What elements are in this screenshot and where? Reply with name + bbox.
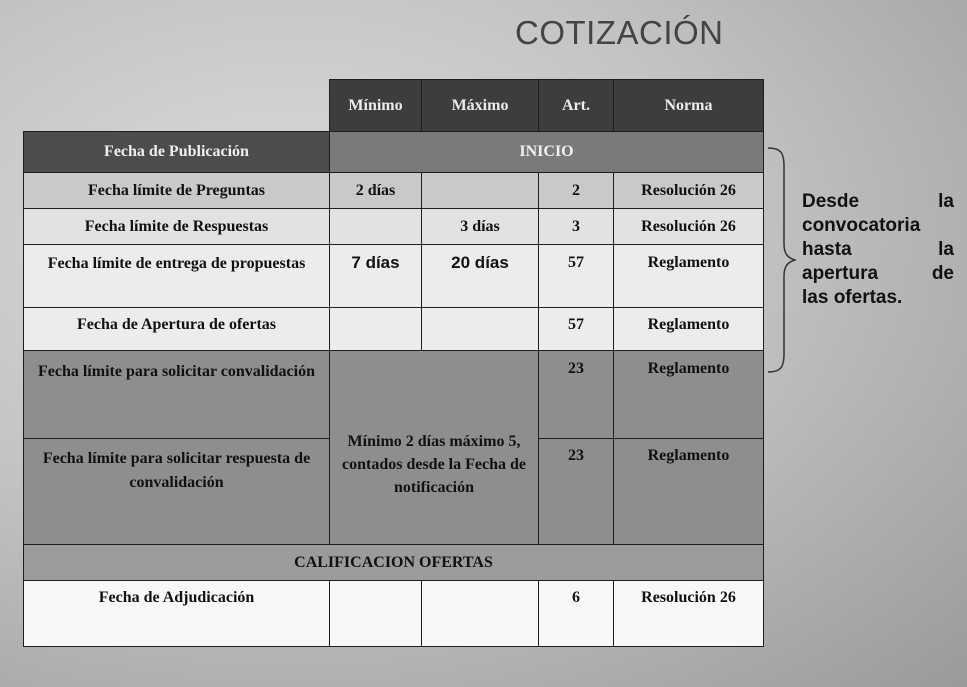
- side-note-line-3: hasta la: [802, 239, 954, 260]
- row-max-adjudicacion: [422, 581, 539, 647]
- row-label-respuestas: Fecha límite de Respuestas: [24, 209, 330, 245]
- row-norma-convalidacion: Reglamento: [614, 351, 764, 439]
- row-min-respuestas: [330, 209, 422, 245]
- row-art-respuesta-convalidacion: 23: [539, 439, 614, 545]
- publicacion-value: INICIO: [330, 132, 764, 173]
- publicacion-label: Fecha de Publicación: [24, 132, 330, 173]
- row-art-respuestas: 3: [539, 209, 614, 245]
- row-art-convalidacion: 23: [539, 351, 614, 439]
- row-label-adjudicacion: Fecha de Adjudicación: [24, 581, 330, 647]
- merged-plazo-note: Mínimo 2 días máximo 5, contados desde la Fecha de notificación: [330, 351, 539, 545]
- row-label-entrega: Fecha límite de entrega de propuestas: [24, 245, 330, 308]
- section-calificacion: CALIFICACION OFERTAS: [24, 545, 764, 581]
- side-note-line-1: Desde la: [802, 191, 954, 212]
- row-max-preguntas: [422, 173, 539, 209]
- row-max-respuestas: 3 días: [422, 209, 539, 245]
- row-art-adjudicacion: 6: [539, 581, 614, 647]
- row-art-entrega: 57: [539, 245, 614, 308]
- row-max-apertura: [422, 308, 539, 351]
- row-label-apertura: Fecha de Apertura de ofertas: [24, 308, 330, 351]
- page-title: COTIZACIÓN: [515, 14, 724, 51]
- row-art-apertura: 57: [539, 308, 614, 351]
- row-min-apertura: [330, 308, 422, 351]
- side-note: [802, 190, 954, 310]
- side-note-line-4: apertura de: [802, 263, 954, 284]
- row-min-entrega: 7 días: [330, 245, 422, 308]
- header-art: Art.: [539, 80, 614, 132]
- row-min-adjudicacion: [330, 581, 422, 647]
- row-norma-adjudicacion: Resolución 26: [614, 581, 764, 647]
- row-norma-respuesta-convalidacion: Reglamento: [614, 439, 764, 545]
- row-norma-preguntas: Resolución 26: [614, 173, 764, 209]
- row-min-preguntas: 2 días: [330, 173, 422, 209]
- side-note-line-2: convocatoria: [802, 215, 921, 236]
- header-corner: [24, 80, 330, 132]
- row-max-entrega: 20 días: [422, 245, 539, 308]
- row-label-preguntas: Fecha límite de Preguntas: [24, 173, 330, 209]
- header-maximo: Máximo: [422, 80, 539, 132]
- side-note-line-5: las ofertas.: [802, 287, 903, 308]
- header-norma: Norma: [614, 80, 764, 132]
- curly-brace-icon: [766, 146, 796, 374]
- row-norma-respuestas: Resolución 26: [614, 209, 764, 245]
- row-label-respuesta-convalidacion: Fecha límite para solicitar respuesta de convalidación: [24, 439, 330, 545]
- row-art-preguntas: 2: [539, 173, 614, 209]
- row-label-convalidacion: Fecha límite para solicitar convalidación: [24, 351, 330, 439]
- row-norma-apertura: Reglamento: [614, 308, 764, 351]
- header-minimo: Mínimo: [330, 80, 422, 132]
- cotizacion-table: [23, 79, 764, 647]
- row-norma-entrega: Reglamento: [614, 245, 764, 308]
